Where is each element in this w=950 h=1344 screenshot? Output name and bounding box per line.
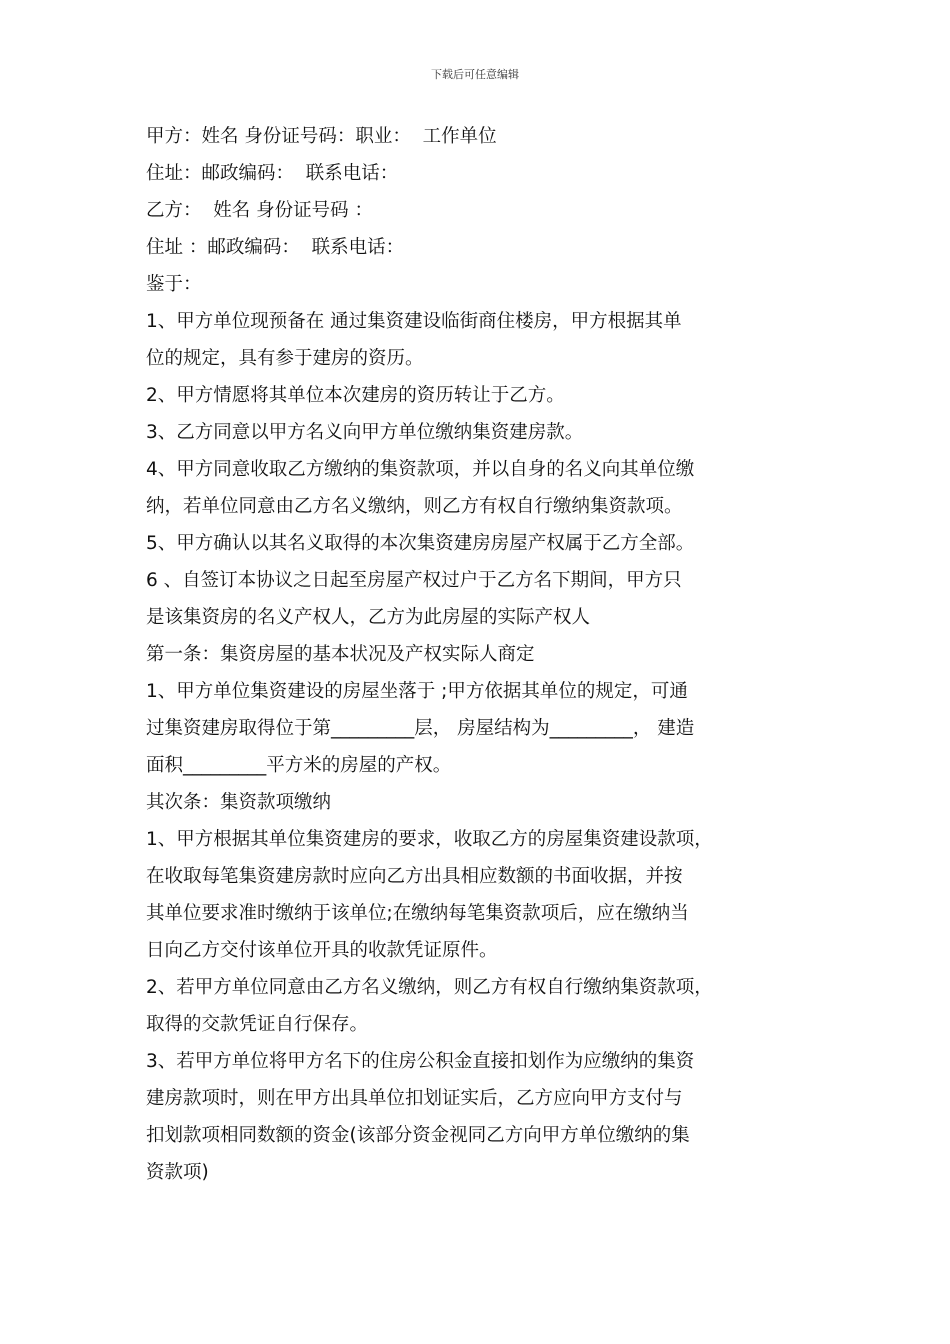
text-line: 3、若甲方单位将甲方名下的住房公积金直接扣划作为应缴纳的集资: [146, 1051, 695, 1072]
text-line: 4、甲方同意收取乙方缴纳的集资款项，并以自身的名义向其单位缴: [146, 459, 695, 480]
text-line: 5、甲方确认以其名义取得的本次集资建房房屋产权属于乙方全部。: [146, 533, 695, 554]
text-line: 取得的交款凭证自行保存。: [146, 1014, 369, 1035]
text-line: 资款项): [146, 1162, 209, 1183]
text-line: 日向乙方交付该单位开具的收款凭证原件。: [146, 940, 498, 961]
party-a-address-line: 住址：邮政编码： 联系电话：: [146, 163, 399, 184]
text-line: 建房款项时，则在甲方出具单位扣划证实后，乙方应向甲方支付与: [146, 1088, 683, 1109]
page-header: 下载后可任意编辑: [431, 68, 519, 81]
text-line: 扣划款项相同数额的资金(该部分资金视同乙方向甲方单位缴纳的集: [146, 1125, 690, 1146]
text-line: 在收取每笔集资建房款时应向乙方出具相应数额的书面收据，并按: [146, 866, 683, 887]
party-a-line: 甲方：姓名 身份证号码：职业： 工作单位: [146, 126, 497, 147]
text-line: 面积_________平方米的房屋的产权。: [146, 755, 452, 776]
document-body: [146, 118, 818, 1191]
text-line: 位的规定，具有参于建房的资历。: [146, 348, 424, 369]
text-line: 是该集资房的名义产权人，乙方为此房屋的实际产权人: [146, 607, 591, 628]
article-two-heading: 其次条：集资款项缴纳: [146, 792, 332, 813]
text-line: 过集资建房取得位于第_________层， 房屋结构为_________， 建造: [146, 718, 695, 739]
text-line: 纳，若单位同意由乙方名义缴纳，则乙方有权自行缴纳集资款项。: [146, 496, 683, 517]
text-line: 3、乙方同意以甲方名义向甲方单位缴纳集资建房款。: [146, 422, 584, 443]
party-b-address-line: 住址 ：邮政编码： 联系电话：: [146, 237, 405, 258]
text-line: 1、甲方单位现预备在 通过集资建设临街商住楼房，甲方根据其单: [146, 311, 682, 332]
text-line: 1、甲方单位集资建设的房屋坐落于 ;甲方依据其单位的规定，可通: [146, 681, 688, 702]
text-line: 2、若甲方单位同意由乙方名义缴纳，则乙方有权自行缴纳集资款项，: [146, 977, 713, 998]
text-line: 6 、自签订本协议之日起至房屋产权过户于乙方名下期间，甲方只: [146, 570, 682, 591]
article-one-heading: 第一条：集资房屋的基本状况及产权实际人商定: [146, 644, 535, 665]
text-line: 1、甲方根据其单位集资建房的要求，收取乙方的房屋集资建设款项，: [146, 829, 713, 850]
whereas-heading: 鉴于：: [146, 274, 202, 295]
party-b-line: 乙方： 姓名 身份证号码 ：: [146, 200, 374, 221]
text-line: 2、甲方情愿将其单位本次建房的资历转让于乙方。: [146, 385, 565, 406]
text-line: 其单位要求准时缴纳于该单位;在缴纳每笔集资款项后，应在缴纳当: [146, 903, 689, 924]
